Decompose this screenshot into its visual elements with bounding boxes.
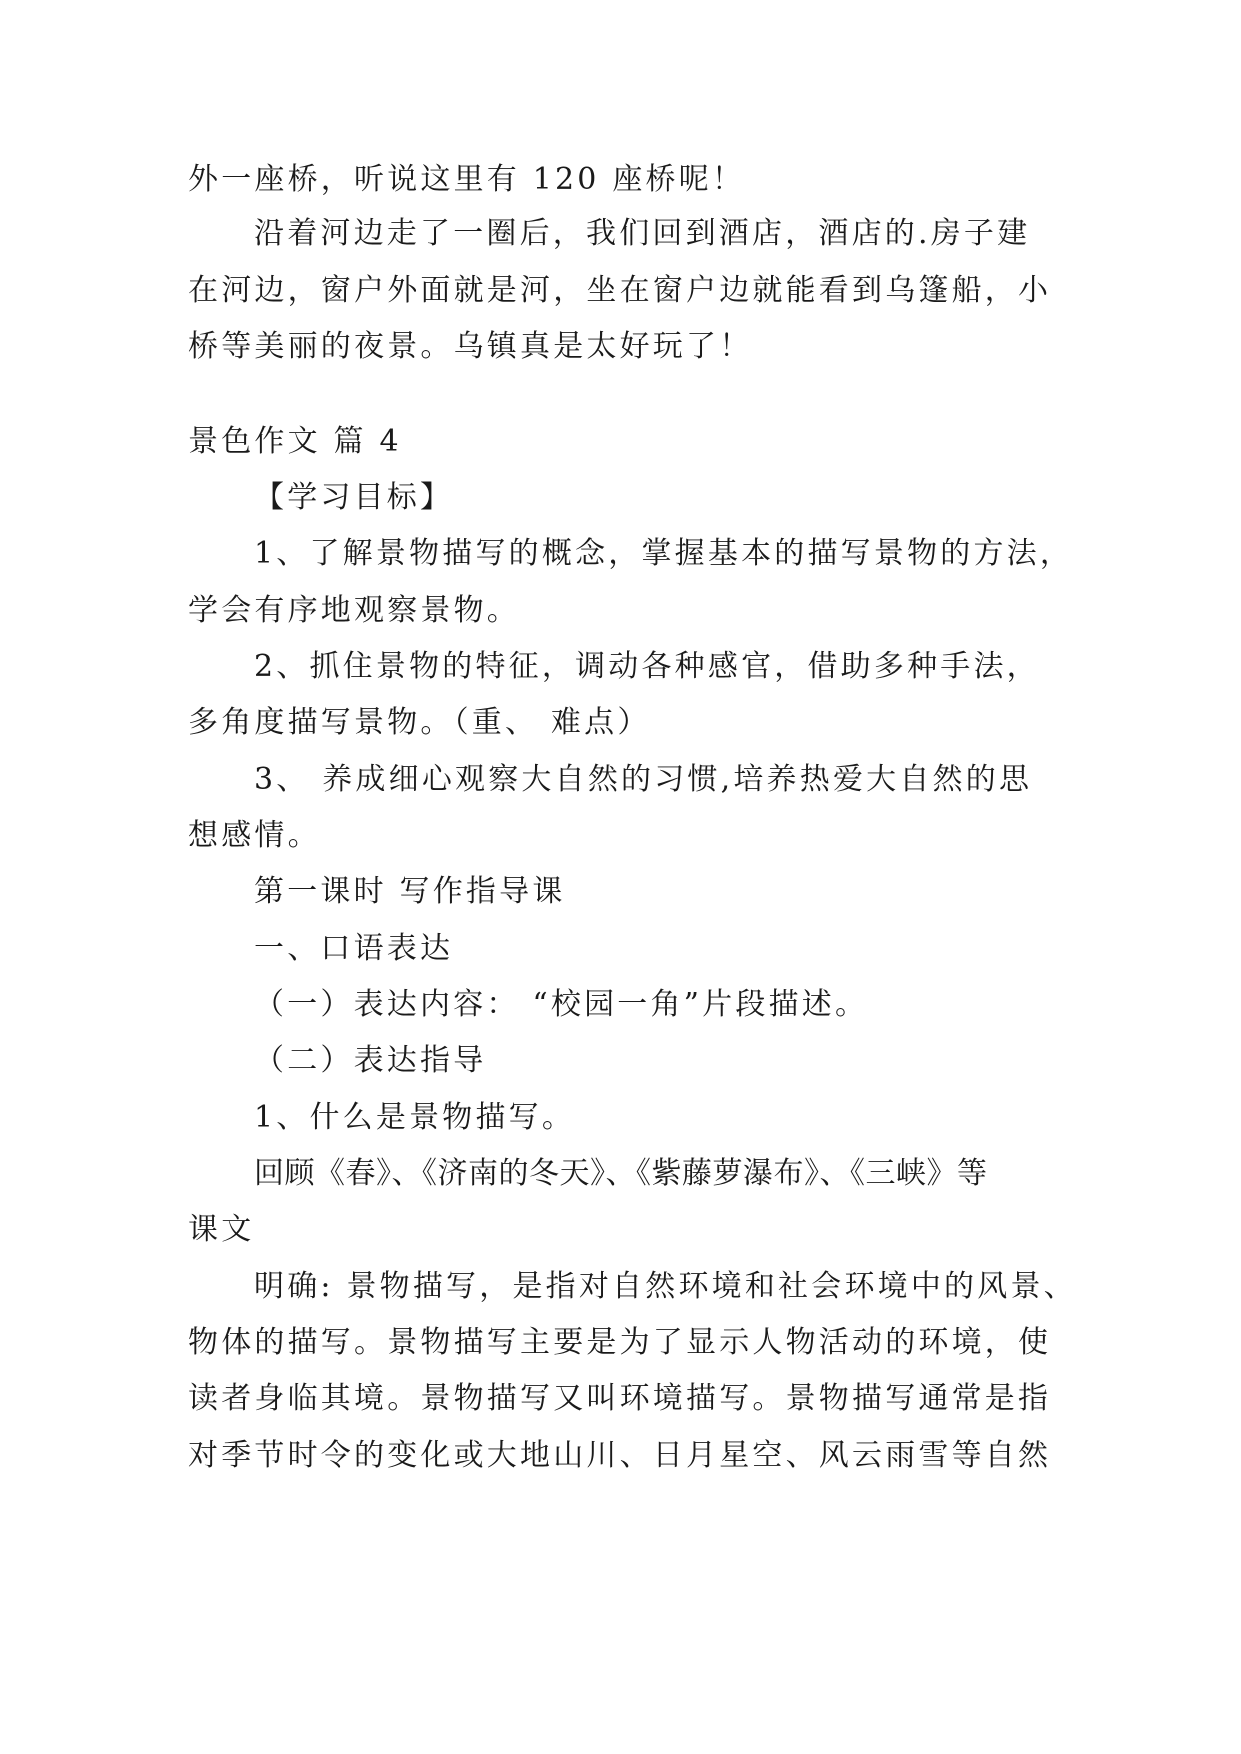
text-line: 1、了解景物描写的概念，掌握基本的描写景物的方法， <box>254 536 1074 571</box>
subheading: 第一课时 写作指导课 <box>254 874 566 909</box>
text-line: 在河边，窗户外面就是河，坐在窗户边就能看到乌篷船，小 <box>188 273 1052 308</box>
text-line: 读者身临其境。景物描写又叫环境描写。景物描写通常是指 <box>188 1381 1052 1416</box>
text-line: 学会有序地观察景物。 <box>188 593 520 628</box>
section-heading: 景色作文 篇 4 <box>188 424 402 459</box>
text-line: 明确: 景物描写，是指对自然环境和社会环境中的风景、 <box>254 1269 1077 1304</box>
subheading: 【学习目标】 <box>254 480 454 515</box>
subheading: 一、口语表达 <box>254 931 454 966</box>
text-line: 1、什么是景物描写。 <box>254 1100 576 1135</box>
text-line: 课文 <box>188 1212 255 1247</box>
text-line: 3、 养成细心观察大自然的习惯,培养热爱大自然的思 <box>254 762 1033 797</box>
text-line: 外一座桥，听说这里有 120 座桥呢！ <box>188 162 746 197</box>
text-line: 沿着河边走了一圈后，我们回到酒店，酒店的.房子建 <box>254 216 1031 251</box>
text-line: 桥等美丽的夜景。乌镇真是太好玩了！ <box>188 329 753 364</box>
text-line: 2、抓住景物的特征，调动各种感官，借助多种手法， <box>254 649 1040 684</box>
text-line: （一）表达内容： “校园一角”片段描述。 <box>254 987 869 1022</box>
text-line: 多角度描写景物。（重、 难点） <box>188 705 651 740</box>
text-line: 回顾《春》、《济南的冬天》、《紫藤萝瀑布》、《三峡》等 <box>254 1156 988 1191</box>
text-line: 对季节时令的变化或大地山川、日月星空、风云雨雪等自然 <box>188 1438 1052 1473</box>
text-line: 想感情。 <box>188 818 321 853</box>
text-line: 物体的描写。景物描写主要是为了显示人物活动的环境，使 <box>188 1325 1052 1360</box>
subheading: （二）表达指导 <box>254 1043 487 1078</box>
